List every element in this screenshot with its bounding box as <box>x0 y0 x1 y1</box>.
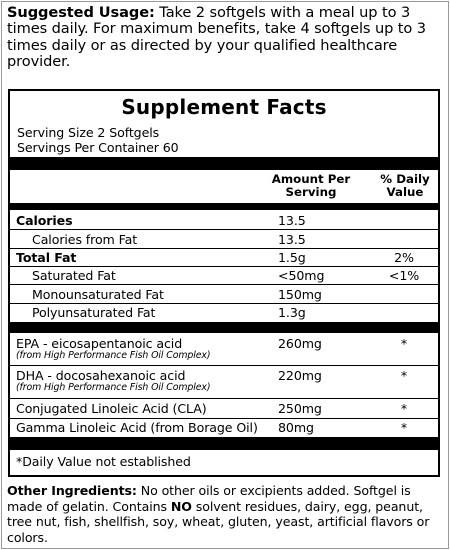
nutrient-source: (from High Performance Fish Oil Complex) <box>16 382 211 393</box>
nutrient-label: Polyunsaturated Fat <box>32 305 156 320</box>
row-divider <box>10 365 438 366</box>
row-divider <box>10 248 438 249</box>
nutrient-amount: 13.5 <box>278 232 306 247</box>
nutrient-amount: 80mg <box>278 420 314 435</box>
row-divider <box>10 303 438 304</box>
nutrient-daily-value: * <box>400 420 408 435</box>
thick-divider <box>10 322 438 333</box>
nutrient-label: Gamma Linoleic Acid (from Borage Oil) <box>16 420 258 435</box>
row-divider <box>10 418 438 419</box>
nutrient-amount: 220mg <box>278 368 322 383</box>
thick-divider <box>10 157 438 170</box>
nutrient-source: (from High Performance Fish Oil Complex) <box>16 350 211 361</box>
nutrient-label: EPA - eicosapentanoic acid <box>16 336 183 351</box>
nutrient-amount: 250mg <box>278 401 322 416</box>
nutrient-amount: 1.3g <box>278 305 306 320</box>
facts-title: Supplement Facts <box>121 95 327 119</box>
nutrient-daily-value: 2% <box>394 250 414 265</box>
serving-size: Serving Size 2 Softgels <box>17 125 160 140</box>
daily-value-footnote: *Daily Value not established <box>16 454 191 469</box>
other-text-bold: NO <box>170 498 192 514</box>
nutrient-label: Calories <box>16 213 73 228</box>
column-header-amount: Amount Per Serving <box>271 172 351 199</box>
nutrient-label: Saturated Fat <box>32 268 116 283</box>
nutrient-daily-value: * <box>400 401 408 416</box>
thick-divider <box>10 203 438 210</box>
thick-divider <box>10 437 438 450</box>
nutrient-amount: 13.5 <box>278 213 306 228</box>
row-divider <box>10 284 438 285</box>
usage-text: Take 2 softgels with a meal up to 3 times daily. For maximum benefits, take 4 softgels up to 3 times daily or as directed by your qualified healthcare provider. <box>7 4 426 71</box>
nutrient-daily-value: * <box>400 336 408 351</box>
nutrient-daily-value: * <box>400 368 408 383</box>
other-heading: Other Ingredients: <box>7 483 137 498</box>
other-text-2: solvent residues, dairy, egg, peanut, tree nut, fish, shellfish, soy, wheat, gluten, yeast, artificial flavors or colors. <box>7 498 430 545</box>
supplement-facts-panel <box>8 89 440 477</box>
other-text-1: No other oils or excipients added. Softgel is made of gelatin. Contains <box>7 483 411 514</box>
nutrient-label: Total Fat <box>16 250 77 265</box>
nutrient-amount: 1.5g <box>278 250 306 265</box>
nutrient-label: Conjugated Linoleic Acid (CLA) <box>16 401 207 416</box>
nutrient-label: DHA - docosahexanoic acid <box>16 368 186 383</box>
usage-heading: Suggested Usage: <box>7 4 155 21</box>
row-divider <box>10 229 438 230</box>
nutrient-label: Monounsaturated Fat <box>32 287 164 302</box>
nutrient-daily-value: <1% <box>388 268 420 283</box>
nutrient-amount: 150mg <box>278 287 322 302</box>
row-divider <box>10 398 438 399</box>
suggested-usage <box>7 5 447 71</box>
nutrient-amount: 260mg <box>278 336 322 351</box>
nutrient-label: Calories from Fat <box>32 232 138 247</box>
row-divider <box>10 266 438 267</box>
nutrient-amount: <50mg <box>278 268 325 283</box>
servings-per-container: Servings Per Container 60 <box>17 140 179 155</box>
other-ingredients <box>7 483 447 545</box>
column-header-daily-value: % Daily Value <box>380 172 430 199</box>
